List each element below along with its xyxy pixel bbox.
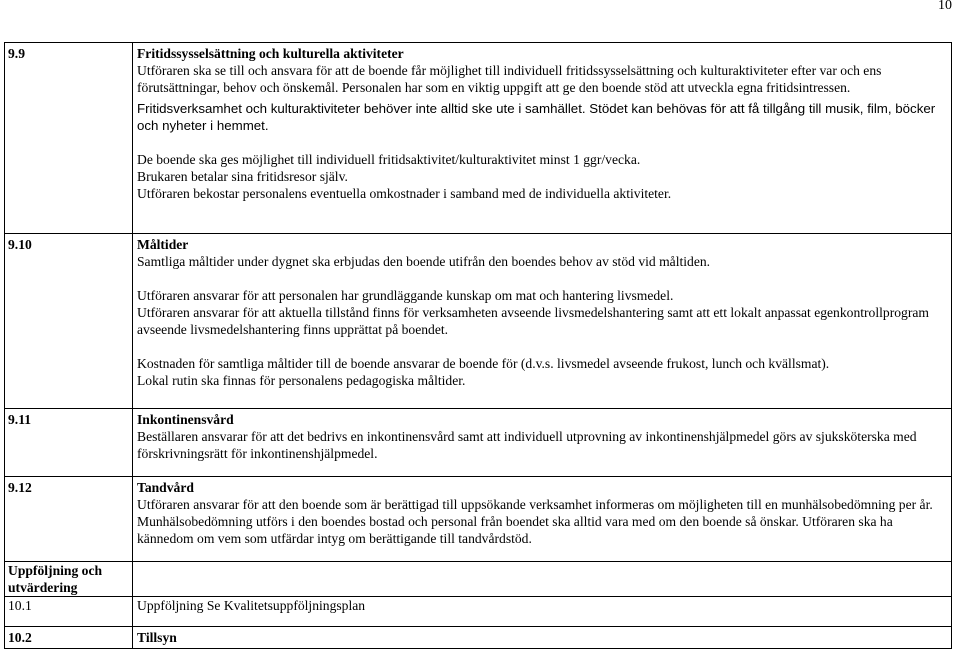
empty-cell [133,562,952,597]
paragraph: Utföraren ansvarar för att aktuella tillstånd finns för verksamheten avseende livsmedelshantering samt att ett lokalt anpassat egenkontrollprogram avseende livsmedelshantering finns upprättat på boendet. [137,305,929,337]
section-number: 9.12 [5,477,133,562]
document-table [4,42,952,649]
section-number: 10.2 [5,627,133,649]
section-heading: Uppföljning och utvärdering [5,562,133,597]
section-title: Fritidssysselsättning och kulturella aktiviteter [137,46,404,61]
section-number: 10.1 [5,597,133,627]
paragraph: Lokal rutin ska finnas för personalens pedagogiska måltider. [137,373,466,388]
paragraph: Beställaren ansvarar för att det bedrivs en inkontinensvård samt att individuell utprovning av inkontinenshjälpmedel görs av sjuksköterska med förskrivningsrätt för inkontinenshjälpmedel. [137,429,917,461]
section-title: Inkontinensvård [137,412,234,427]
table-row-10-1 [5,597,952,627]
section-title: Måltider [137,237,189,252]
section-number: 9.10 [5,234,133,409]
paragraph: Utföraren ansvarar för att den boende som är berättigad till uppsökande verksamhet informeras om möjligheten till en munhälsobedömning per år. Munhälsobedömning utförs i den boendes bostad och personal från boendet ska alltid vara med om den boende så önskar. Utföraren ska ha kännedom om vem som utfärdar intyg om berättigande till tandvårdstöd. [137,497,933,546]
page-number: 10 [938,0,952,13]
paragraph: Utföraren ansvarar för att personalen har grundläggande kunskap om mat och hantering livsmedel. [137,288,674,303]
paragraph: Utföraren bekostar personalens eventuella omkostnader i samband med de individuella aktiviteter. [137,186,672,201]
section-content: Uppföljning Se Kvalitetsuppföljningsplan [133,597,952,627]
paragraph: Fritidsverksamhet och kulturaktiviteter behöver inte alltid ske ute i samhället. Stödet kan behövas för att få tillgång till musik, film, böcker och nyheter i hemmet. [137,101,936,133]
section-content [133,477,952,562]
paragraph: Samtliga måltider under dygnet ska erbjudas den boende utifrån den boendes behov av stöd vid måltiden. [137,254,711,269]
section-title: Tillsyn [133,627,952,649]
table-row-9-10 [5,234,952,409]
table-row-9-11 [5,409,952,477]
table-row-9-12 [5,477,952,562]
section-content [133,234,952,409]
section-title: Tandvård [137,480,194,495]
table-row-10-2 [5,627,952,649]
table-row-uppfoljning [5,562,952,597]
paragraph: Utföraren ska se till och ansvara för att de boende får möjlighet till individuell fritidssysselsättning och kulturaktiviteter efter var och ens förutsättningar, behov och önskemål. Personalen har som en viktig uppgift att ge den boende stöd att utveckla egna fritidsintressen. [137,63,882,95]
section-number: 9.11 [5,409,133,477]
section-content [133,409,952,477]
paragraph: Brukaren betalar sina fritidsresor själv. [137,169,348,184]
paragraph: Kostnaden för samtliga måltider till de boende ansvarar de boende för (d.v.s. livsmedel avseende frukost, lunch och kvällsmat). [137,356,830,371]
paragraph: De boende ska ges möjlighet till individuell fritidsaktivitet/kulturaktivitet minst 1 ggr/vecka. [137,152,641,167]
table-row-9-9 [5,43,952,234]
section-content [133,43,952,234]
section-number: 9.9 [5,43,133,234]
